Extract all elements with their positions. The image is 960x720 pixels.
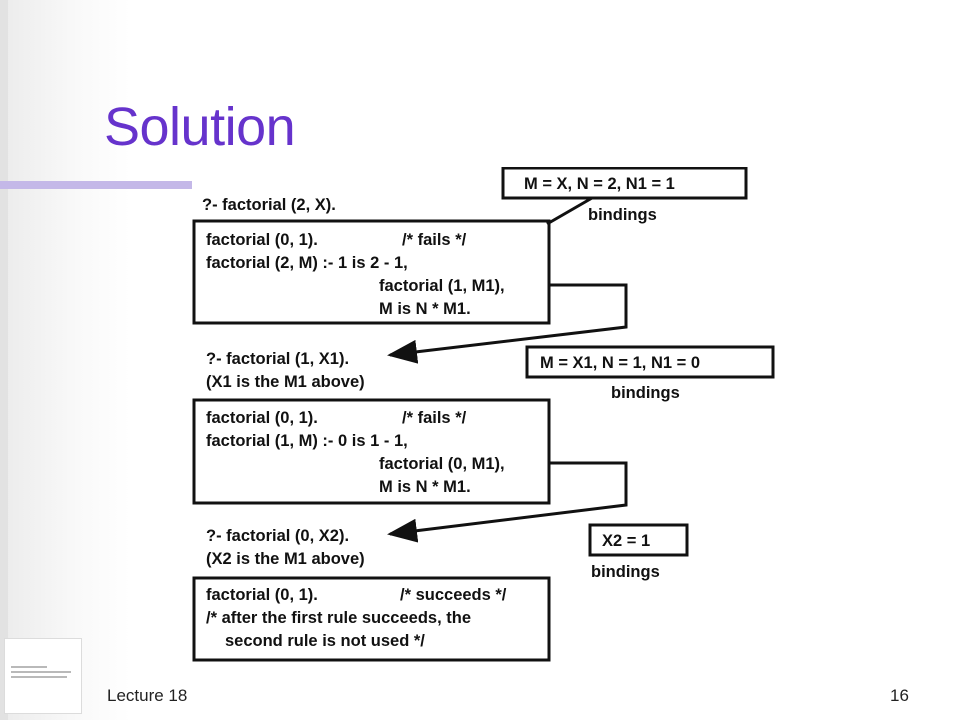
query-3-note: (X2 is the M1 above)	[206, 550, 365, 568]
rule-box-1-line-4: M is N * M1.	[379, 300, 471, 318]
prolog-trace-diagram	[192, 167, 775, 663]
rule-box-3-comment: /* succeeds */	[400, 586, 507, 604]
binding-2-value: M = X1, N = 1, N1 = 0	[540, 354, 701, 372]
title-underline-rule	[0, 181, 192, 189]
call-arrow-2	[390, 463, 626, 534]
binding-2-label: bindings	[611, 384, 680, 402]
rule-box-3-line-3: second rule is not used */	[225, 632, 425, 650]
rule-box-1-line-1: factorial (0, 1).	[206, 231, 318, 249]
placeholder-text-lines	[11, 666, 75, 681]
rule-box-3-line-2: /* after the first rule succeeds, the	[206, 609, 472, 627]
left-edge-band	[0, 0, 8, 720]
slide-title: Solution	[104, 97, 296, 157]
rule-box-2-line-3: factorial (0, M1),	[379, 455, 505, 473]
rule-box-2-comment: /* fails */	[402, 409, 467, 427]
query-2-note: (X1 is the M1 above)	[206, 373, 365, 391]
binding-1-leader-line	[547, 198, 592, 224]
page-number: 16	[890, 686, 909, 705]
binding-3-label: bindings	[591, 563, 660, 581]
query-2-text: ?- factorial (1, X1).	[206, 350, 350, 368]
footer-lecture-label: Lecture 18	[107, 686, 188, 705]
rule-box-2-line-2: factorial (1, M) :- 0 is 1 - 1,	[206, 432, 408, 450]
rule-box-1-line-3: factorial (1, M1),	[379, 277, 505, 295]
rule-box-2-line-1: factorial (0, 1).	[206, 409, 318, 427]
query-3-text: ?- factorial (0, X2).	[206, 527, 350, 545]
missing-image-placeholder	[4, 638, 82, 714]
query-1-text: ?- factorial (2, X).	[202, 196, 336, 214]
binding-1-value: M = X, N = 2, N1 = 1	[524, 175, 675, 193]
rule-box-3-line-1: factorial (0, 1).	[206, 586, 318, 604]
rule-box-2-line-4: M is N * M1.	[379, 478, 471, 496]
call-arrow-1	[390, 285, 626, 355]
rule-box-1-line-2: factorial (2, M) :- 1 is 2 - 1,	[206, 254, 408, 272]
binding-3-value: X2 = 1	[602, 532, 651, 550]
binding-1-label: bindings	[588, 206, 657, 224]
rule-box-1-comment: /* fails */	[402, 231, 467, 249]
